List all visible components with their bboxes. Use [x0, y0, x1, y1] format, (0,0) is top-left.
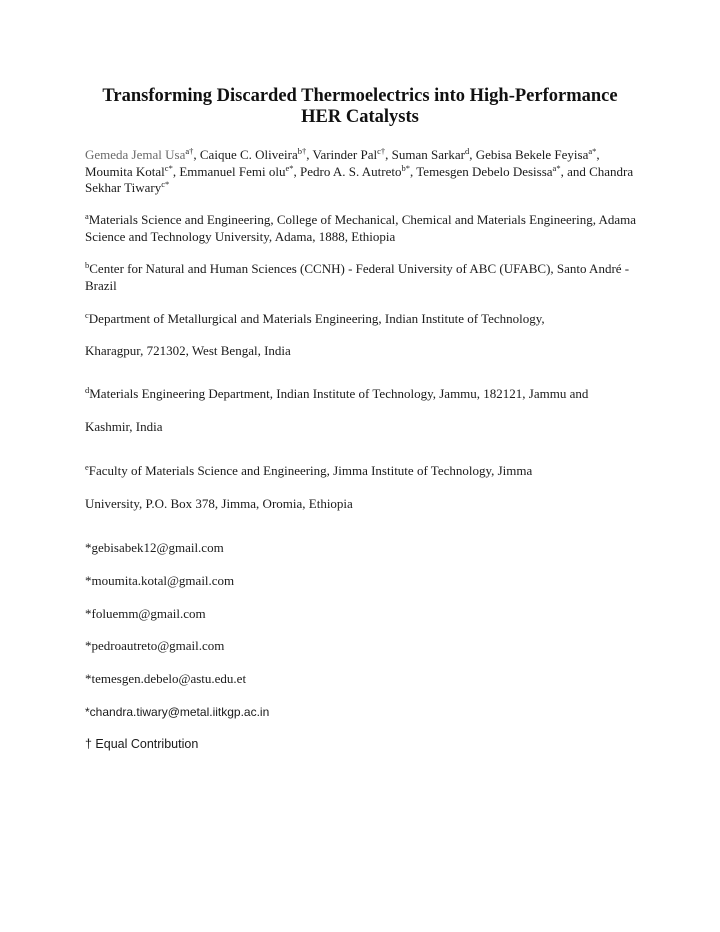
- author-1: Gemeda Jemal Usa: [85, 147, 186, 162]
- email-3: *foluemm@gmail.com: [85, 606, 206, 621]
- affiliation-e-text-1: Faculty of Materials Science and Engineering, Jimma Institute of Technology, Jimma: [88, 463, 533, 478]
- author-list: [85, 147, 645, 197]
- email-5: *temesgen.debelo@astu.edu.et: [85, 671, 247, 686]
- email-2: *moumita.kotal@gmail.com: [85, 573, 235, 588]
- affiliation-e-sup: e: [85, 462, 89, 472]
- author-3: , Varinder Pal: [306, 147, 378, 162]
- equal-contribution-note: † Equal Contribution: [85, 737, 199, 751]
- affiliation-a: [85, 212, 645, 245]
- affiliation-c-text-1: Department of Metallurgical and Materials Engineering, Indian Institute of Technology,: [88, 311, 545, 326]
- author-10-sup: c*: [161, 179, 170, 189]
- paper-title: [60, 86, 660, 128]
- author-9-sup: a*: [552, 162, 561, 173]
- affiliation-b-text: Center for Natural and Human Sciences (CCNH) - Federal University of ABC (UFABC), Santo André - Brazil: [85, 261, 630, 293]
- author-6-sup: c*: [164, 162, 173, 173]
- affiliation-e-line-1: [85, 463, 532, 479]
- affiliation-b-sup: b: [85, 260, 90, 270]
- author-5-sup: a*: [588, 146, 597, 156]
- affiliation-c-line-2: Kharagpur, 721302, West Bengal, India: [85, 343, 291, 358]
- affiliation-e-line-2: University, P.O. Box 378, Jimma, Oromia, Ethiopia: [85, 496, 353, 511]
- affiliation-a-text: Materials Science and Engineering, College of Mechanical, Chemical and Materials Engineering, Adama Science and Technology University, Adama, 1888, Ethiopia: [85, 212, 637, 244]
- author-7-sup: e*: [285, 162, 294, 173]
- affiliation-d-sup: d: [85, 385, 90, 395]
- author-4-sup: d: [464, 146, 470, 156]
- author-4: , Suman Sarkar: [385, 147, 465, 162]
- author-10: , and Chandra Sekhar Tiwary: [85, 163, 634, 195]
- author-6: , Moumita Kotal: [85, 147, 600, 179]
- author-8-sup: b*: [401, 162, 410, 173]
- affiliation-d-line-2: Kashmir, India: [85, 419, 163, 434]
- email-6: *chandra.tiwary@metal.iitkgp.ac.in: [85, 705, 270, 719]
- affiliation-d-text-1: Materials Engineering Department, Indian Institute of Technology, Jammu, 182121, Jammu and: [89, 386, 589, 401]
- author-2-sup: b†: [297, 146, 307, 156]
- email-4: *pedroautreto@gmail.com: [85, 638, 225, 653]
- author-1-sup: a†: [185, 146, 194, 156]
- author-8: , Pedro A. S. Autreto: [293, 163, 402, 179]
- author-5: , Gebisa Bekele Feyisa: [469, 147, 589, 162]
- title-line-2: HER Catalysts: [301, 107, 419, 127]
- author-7: , Emmanuel Femi olu: [172, 163, 286, 179]
- affiliation-d-line-1: [85, 386, 588, 402]
- title-line-1: Transforming Discarded Thermoelectrics into High-Performance: [102, 86, 618, 106]
- author-2: , Caique C. Oliveira: [193, 147, 298, 162]
- author-3-sup: c†: [377, 146, 386, 156]
- affiliation-c-sup: c: [85, 310, 89, 320]
- affiliation-a-sup: a: [85, 211, 89, 221]
- affiliation-c-line-1: [85, 311, 545, 327]
- author-9: , Temesgen Debelo Desissa: [410, 163, 553, 179]
- affiliation-b: [85, 261, 645, 294]
- email-1: *gebisabek12@gmail.com: [85, 540, 224, 555]
